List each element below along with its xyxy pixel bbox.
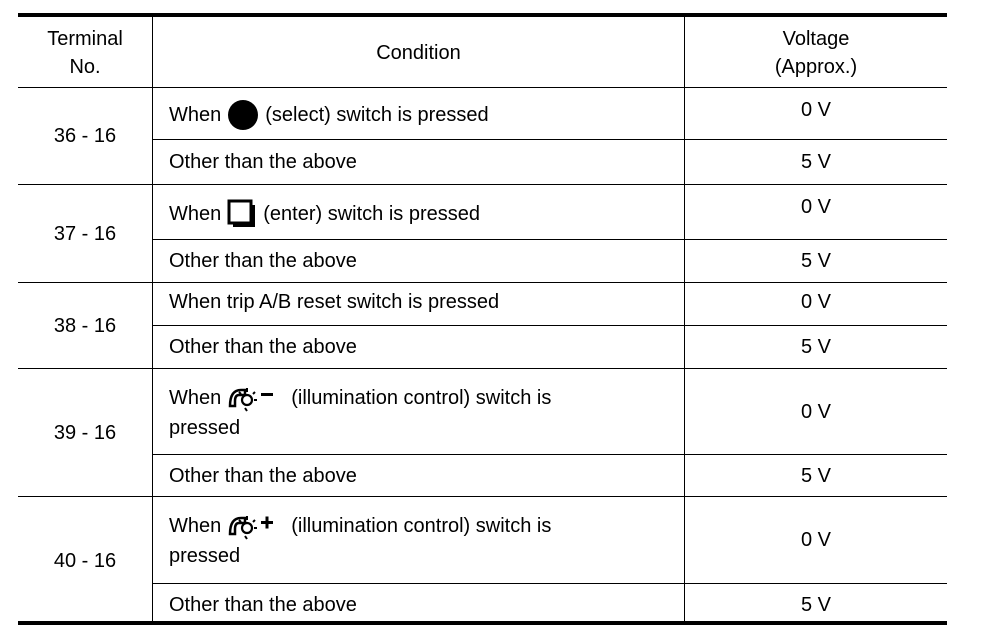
condition-text: Other than the above [169, 336, 357, 358]
illumination-plus-icon [227, 512, 285, 540]
condition-cell [169, 283, 684, 321]
condition-cell [169, 383, 684, 445]
header-terminal-line1: Terminal [47, 27, 123, 50]
voltage-value: 0 V [800, 196, 832, 218]
terminal-number: 39 - 16 [53, 421, 117, 444]
illumination-minus-icon [227, 384, 285, 412]
condition-cell [169, 140, 684, 184]
voltage-value: 0 V [800, 99, 832, 121]
condition-cell [169, 185, 684, 239]
voltage-value: 5 V [800, 336, 832, 358]
square-icon [227, 199, 257, 229]
voltage-value: 5 V [800, 151, 832, 173]
condition-text: Other than the above [169, 464, 357, 487]
condition-cell [169, 88, 684, 139]
condition-line2: pressed [169, 545, 241, 567]
header-condition [153, 17, 684, 88]
terminal-cell [18, 497, 152, 625]
voltage-value: 0 V [800, 400, 832, 423]
voltage-cell [685, 369, 947, 454]
voltage-cell [685, 283, 947, 321]
voltage-cell [685, 455, 947, 496]
header-terminal-line2: No. [69, 55, 101, 78]
voltage-cell [685, 497, 947, 583]
condition-suffix: (enter) switch is pressed [263, 203, 480, 225]
condition-line2: pressed [169, 417, 241, 439]
terminal-cell [18, 185, 152, 282]
condition-suffix: (select) switch is pressed [265, 103, 489, 126]
header-voltage-line2: (Approx.) [774, 55, 858, 78]
condition-line [169, 511, 684, 541]
voltage-cell [685, 88, 947, 132]
condition-cell [169, 240, 684, 282]
condition-cell [169, 455, 684, 496]
voltage-cell [685, 326, 947, 368]
terminal-cell [18, 369, 152, 496]
header-voltage [685, 17, 947, 88]
terminal-number: 40 - 16 [53, 550, 117, 572]
terminal-cell [18, 88, 152, 184]
table-header [18, 17, 947, 88]
condition-text: Other than the above [169, 151, 357, 173]
voltage-value: 5 V [800, 593, 832, 616]
terminal-number: 37 - 16 [53, 222, 117, 245]
condition-text: Other than the above [169, 593, 357, 616]
voltage-cell [685, 240, 947, 282]
voltage-value: 5 V [800, 464, 832, 487]
condition-suffix: (illumination control) switch is [291, 515, 552, 537]
header-condition-label: Condition [376, 41, 461, 64]
condition-prefix: When [169, 515, 222, 537]
header-voltage-line1: Voltage [782, 27, 850, 50]
condition-prefix: When [169, 103, 222, 126]
voltage-value: 5 V [800, 250, 832, 272]
terminal-number: 36 - 16 [53, 125, 117, 147]
terminal-voltage-table [18, 13, 947, 625]
terminal-cell [18, 283, 152, 368]
condition-text: Other than the above [169, 250, 357, 272]
voltage-cell [685, 185, 947, 229]
condition-suffix: (illumination control) switch is [291, 387, 552, 409]
voltage-cell [685, 140, 947, 184]
filled-circle-icon [227, 99, 259, 131]
condition-cell [169, 326, 684, 368]
voltage-cell [685, 584, 947, 625]
header-terminal [18, 17, 152, 88]
terminal-number: 38 - 16 [53, 314, 117, 337]
condition-text: When trip A/B reset switch is pressed [169, 291, 500, 313]
condition-cell [169, 511, 684, 573]
voltage-value: 0 V [800, 291, 832, 313]
condition-prefix: When [169, 387, 222, 409]
condition-cell [169, 584, 684, 625]
condition-line [169, 383, 684, 413]
voltage-value: 0 V [800, 529, 832, 551]
column-divider [152, 17, 153, 621]
condition-prefix: When [169, 203, 222, 225]
